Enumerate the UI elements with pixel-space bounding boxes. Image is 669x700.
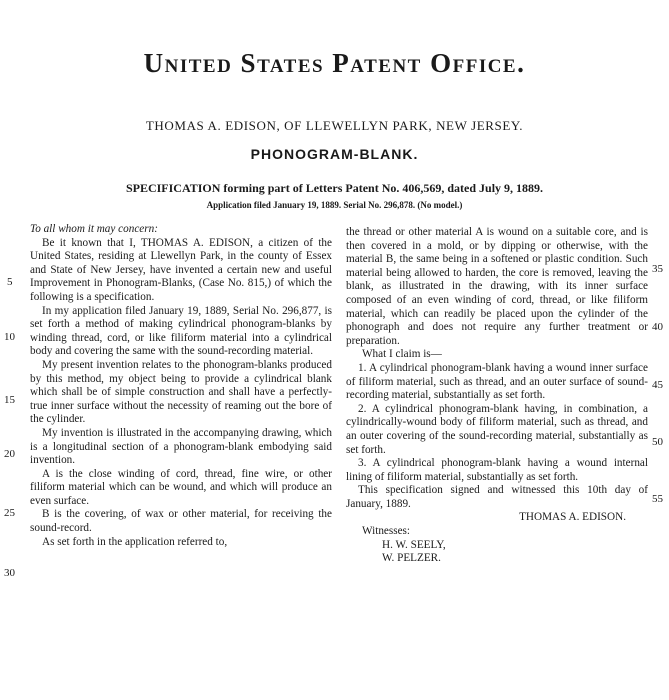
line-number: 35 [652,263,663,275]
line-number: 55 [652,493,663,505]
signing-statement: This specification signed and witnessed this 10th day of January, 1889. [346,484,648,510]
paragraph: Be it known that I, THOMAS A. EDISON, a citizen of the United States, residing at Llewellyn Park, in the county of Essex and State of New Jersey, have invented a certain new and useful Improvement in Phonogram-Blanks, (Case No. 815,) of which the following is a specification. [30,236,332,303]
paragraph: A is the close winding of cord, thread, fine wire, or other filiform material which can be wound, and which will produce an even surface. [30,467,332,507]
line-number: 20 [4,448,15,460]
claim: 1. A cylindrical phonogram-blank having a wound inner surface of filiform material, such as thread, and an outer surface of sound-recording material, substantially as set forth. [346,361,648,402]
left-column [30,223,332,549]
witness-name: H. W. SEELY, [382,538,446,551]
paragraph: B is the covering, of wax or other material, for receiving the sound-record. [30,508,332,535]
claim: 3. A cylindrical phonogram-blank having a wound internal lining of filiform material, substantially as set forth. [346,457,648,483]
office-heading: United States Patent Office. [143,48,526,78]
paragraph: In my application filed January 19, 1889, Serial No. 296,877, is set forth a method of making cylindrical phonogram-blanks by winding thread, cord, or like filiform material into a cylindrical body and covering the same with the sound-recording material. [30,304,332,358]
line-number: 25 [4,507,15,519]
line-number: 5 [7,276,13,288]
line-number: 15 [4,394,15,406]
inventor-signature: THOMAS A. EDISON. [519,511,626,524]
line-number: 30 [4,567,15,579]
paragraph: As set forth in the application referred to, [42,535,228,548]
paragraph: My present invention relates to the phonogram-blanks produced by this method, my object being to provide a cylindrical blank which shall be of simple construction and shall have a perfectly-true inner surface without the necessity of reaming out the bore of the cylinder. [30,358,332,426]
claims-heading: What I claim is— [362,348,442,361]
paragraph: the thread or other material A is wound on a suitable core, and is then covered in a mold, or by dipping or otherwise, with the material B, the same being in a softened or plastic condition. Such material being allowed to harden, the core is removed, leaving the blank, as illustrated in the drawing, with its inner surface composed of an even winding of cord, thread, or like filiform material, which can readily be placed upon the cylinder of the phonograph and does not require any further treatment or preparation. [346,226,648,347]
line-number: 10 [4,331,15,343]
line-number: 50 [652,436,663,448]
specification-line: SPECIFICATION forming part of Letters Patent No. 406,569, dated July 9, 1889. [125,181,544,195]
claim: 2. A cylindrical phonogram-blank having, in combination, a cylindrically-wound body of filiform material, such as thread, and an outer covering of the sound-recording material, substantially as set forth. [346,402,648,456]
right-column [346,226,648,566]
witness-name: W. PELZER. [382,552,441,565]
line-number: 40 [652,321,663,333]
paragraph: My invention is illustrated in the accompanying drawing, which is a longitudinal section of a phonogram-blank embodying said invention. [30,426,332,467]
witnesses-heading: Witnesses: [362,525,411,538]
patent-title: PHONOGRAM-BLANK. [250,146,419,162]
application-line: Application filed January 19, 1889. Serial No. 296,878. (No model.) [206,200,463,210]
line-number: 45 [652,379,663,391]
greeting: To all whom it may concern: [30,223,158,235]
inventor-line: THOMAS A. EDISON, OF LLEWELLYN PARK, NEW JERSEY. [145,118,524,133]
